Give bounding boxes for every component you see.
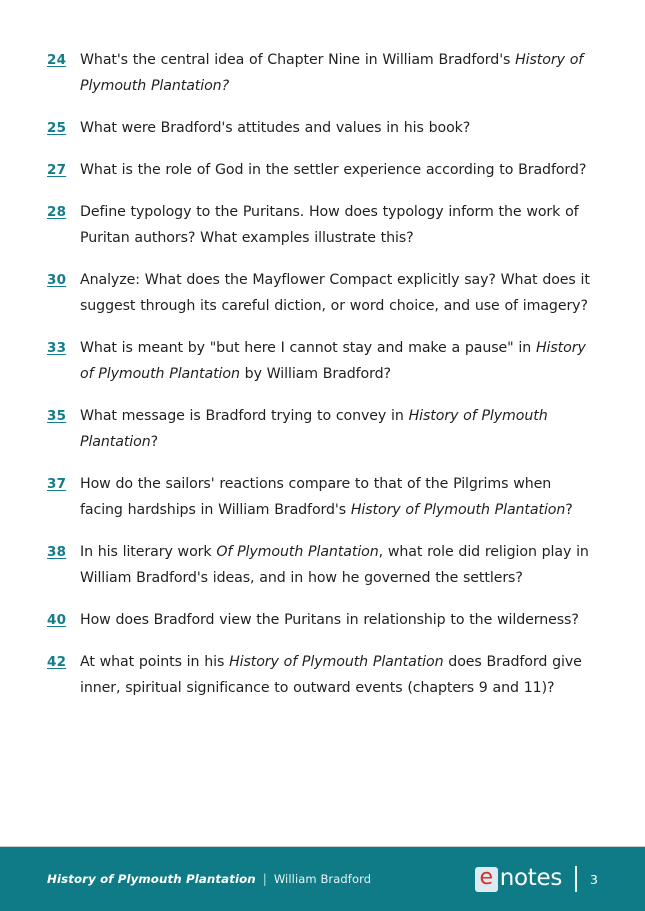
question-item	[47, 403, 598, 455]
question-text	[80, 403, 598, 455]
question-text-run: ?	[150, 434, 159, 450]
page-footer	[0, 847, 645, 911]
question-text	[80, 649, 598, 701]
work-title-italic: History of Plymouth Plantation	[80, 408, 548, 450]
footer-vertical-rule	[575, 866, 577, 892]
footer-author-name: William Bradford	[273, 872, 372, 886]
work-title-italic: Of Plymouth Plantation	[216, 544, 379, 560]
work-title-italic: History of Plymouth Plantation	[350, 502, 566, 518]
question-text-run: How does Bradford view the Puritans in relationship to the wilderness?	[80, 612, 579, 628]
work-title-italic: History of Plymouth Plantation?	[80, 52, 584, 94]
question-item	[47, 199, 598, 251]
footer-citation	[47, 872, 371, 886]
question-number-link[interactable]: 27	[47, 162, 67, 178]
question-number-link[interactable]: 33	[47, 340, 67, 356]
question-item	[47, 649, 598, 701]
question-text	[80, 471, 598, 523]
footer-book-title: History of Plymouth Plantation	[47, 872, 256, 886]
question-text-run: , what role did religion play in William Bradford's ideas, and in how he governed the settlers?	[80, 544, 589, 586]
enotes-logo-e-icon: e	[475, 867, 498, 892]
question-number-link[interactable]: 25	[47, 120, 67, 136]
question-list	[0, 47, 645, 717]
question-item	[47, 539, 598, 591]
question-text-run: Define typology to the Puritans. How does typology inform the work of Puritan authors? What examples illustrate this?	[80, 204, 579, 246]
question-text	[80, 335, 598, 387]
question-text	[80, 47, 598, 99]
page-number: 3	[590, 871, 598, 887]
question-number-link[interactable]: 38	[47, 544, 67, 560]
question-item	[47, 157, 598, 183]
question-item	[47, 267, 598, 319]
question-text-run: ?	[565, 502, 573, 518]
question-number-link[interactable]: 40	[47, 612, 67, 628]
question-number-link[interactable]: 24	[47, 52, 67, 68]
question-text-run: What is the role of God in the settler experience according to Bradford?	[80, 162, 587, 178]
question-text-run: How do the sailors' reactions compare to that of the Pilgrims when facing hardships in William Bradford's	[80, 476, 552, 518]
question-item	[47, 115, 598, 141]
question-text-run: What message is Bradford trying to convey in	[80, 408, 409, 424]
work-title-italic: History of Plymouth Plantation	[229, 654, 444, 670]
question-number-link[interactable]: 35	[47, 408, 67, 424]
question-number-link[interactable]: 37	[47, 476, 67, 492]
question-text	[80, 157, 598, 183]
question-text	[80, 607, 598, 633]
question-item	[47, 335, 598, 387]
work-title-italic: History of Plymouth Plantation	[80, 340, 586, 382]
enotes-logo-wordmark: notes	[499, 864, 563, 891]
question-text-run: by William Bradford?	[239, 366, 391, 382]
question-item	[47, 471, 598, 523]
question-number-link[interactable]: 42	[47, 654, 67, 670]
question-text-run: In his literary work	[80, 544, 217, 560]
enotes-logo[interactable]	[475, 864, 563, 892]
question-item	[47, 607, 598, 633]
question-text-run: What's the central idea of Chapter Nine in William Bradford's	[80, 52, 516, 68]
question-text-run: does Bradford give inner, spiritual significance to outward events (chapters 9 and 11)?	[80, 654, 582, 696]
question-text	[80, 539, 598, 591]
footer-brand-area	[475, 866, 598, 892]
question-text	[80, 115, 598, 141]
question-text	[80, 267, 598, 319]
question-text-run: Analyze: What does the Mayflower Compact explicitly say? What does it suggest through its careful diction, or word choice, and use of imagery?	[80, 272, 590, 314]
question-text-run: What is meant by "but here I cannot stay and make a pause" in	[80, 340, 536, 356]
footer-separator: |	[262, 872, 267, 886]
question-text-run: What were Bradford's attitudes and values in his book?	[80, 120, 471, 136]
question-number-link[interactable]: 30	[47, 272, 67, 288]
question-text-run: At what points in his	[80, 654, 230, 670]
question-item	[47, 47, 598, 99]
question-text	[80, 199, 598, 251]
question-number-link[interactable]: 28	[47, 204, 67, 220]
